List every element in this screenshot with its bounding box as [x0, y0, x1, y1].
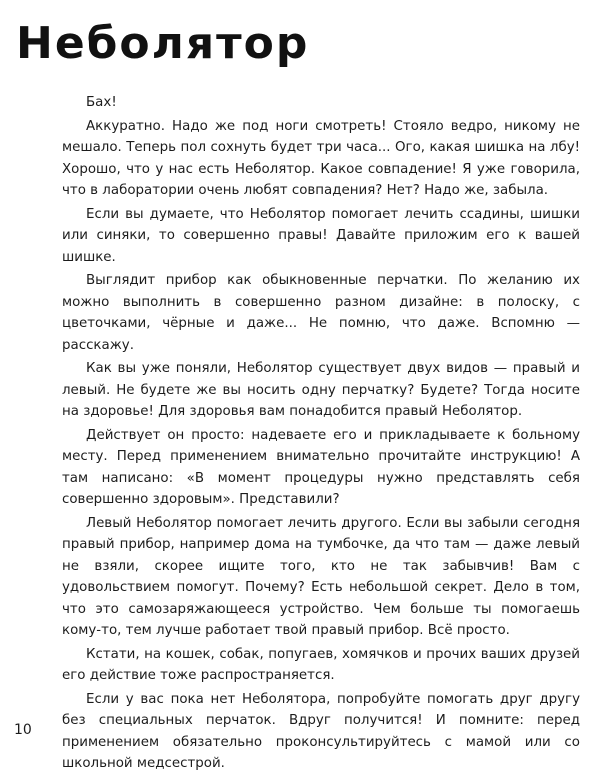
paragraph: Если у вас пока нет Неболятора, попробуйте помогать друг другу без специальных перчаток. Вдруг получится! И помните: перед применением обязательно проконсультируйтесь с мамой или со школьной медсестрой. [62, 691, 580, 771]
paragraph: Действует он просто: надеваете его и прикладываете к больному месту. Перед применением внимательно прочитайте инструкцию! А там написано: «В момент процедуры нужно представлять себя совершенно здоровым». Представили? [62, 427, 580, 507]
paragraph: Бах! [86, 95, 117, 110]
paragraph: Кстати, на кошек, собак, попугаев, хомячков и прочих ваших друзей его действие тоже распространяется. [62, 646, 580, 683]
page-number: 10 [14, 722, 32, 738]
article-body [62, 92, 580, 777]
page-title: Неболятор [16, 18, 310, 69]
paragraph: Левый Неболятор помогает лечить другого. Если вы забыли сегодня правый прибор, например дома на тумбочке, да что там — даже левый не взяли, скорее ищите того, кто не так забывчив! Вам с удовольствием помогут. Почему? Есть небольшой секрет. Дело в том, что это самозаряжающееся устройство. Чем больше ты помогаешь кому-то, тем лучше работает твой правый прибор. Всё просто. [62, 515, 580, 638]
paragraph: Если вы думаете, что Неболятор помогает лечить ссадины, шишки или синяки, то совершенно правы! Давайте приложим его к вашей шишке. [62, 206, 580, 265]
paragraph: Выглядит прибор как обыкновенные перчатки. По желанию их можно выполнить в совершенно разном дизайне: в полоску, с цветочками, чёрные и даже... Не помню, что даже. Вспомню — расскажу. [62, 273, 580, 353]
paragraph: Аккуратно. Надо же под ноги смотреть! Стояло ведро, никому не мешало. Теперь пол сохнуть будет три часа... Ого, какая шишка на лбу! Хорошо, что у нас есть Неболятор. Какое совпадение! Я уже говорила, что в лаборатории очень любят совпадения? Нет? Надо же, забыла. [62, 118, 580, 198]
paragraph: Как вы уже поняли, Неболятор существует двух видов — правый и левый. Не будете же вы носить одну перчатку? Будете? Тогда носите на здоровье! Для здоровья вам понадобится правый Неболятор. [62, 361, 580, 419]
